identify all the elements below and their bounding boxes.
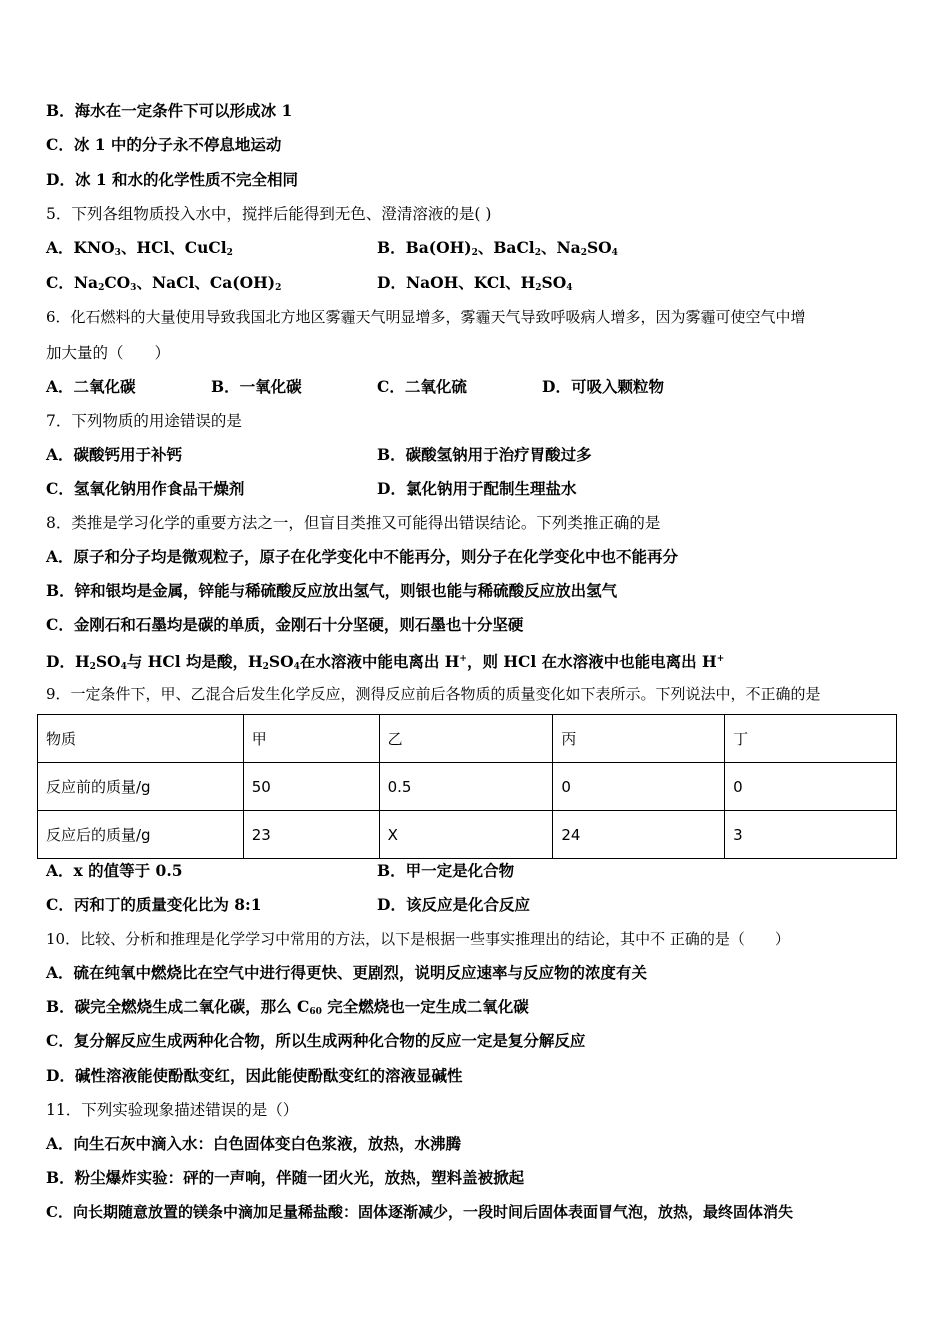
question-9: 9．一定条件下，甲、乙混合后发生化学反应，测得反应前后各物质的质量变化如下表所示。下列说法中，不正确的是 — [46, 685, 821, 703]
q11-option-c: C．向长期随意放置的镁条中滴加足量稀盐酸：固体逐渐减少，一段时间后固体表面冒气泡，放热，最终固体消失 — [46, 1203, 793, 1221]
q5-option-b: B．$Ba(OH)_2$、BaCl$_2$、$Na_2SO_4$ — [377, 238, 618, 258]
q8-option-a: A．原子和分子均是微观粒子，原子在化学变化中不能再分，则分子在化学变化中也不能再分 — [46, 547, 679, 566]
q5-options-row1 — [46, 238, 926, 263]
option-b-line: B．海水在一定条件下可以形成冰 1 — [46, 101, 293, 120]
option-c-line: C．冰 1 中的分子永不停息地运动 — [46, 135, 282, 154]
q7-option-d: D．氯化钠用于配制生理盐水 — [377, 479, 577, 498]
question-11: 11．下列实验现象描述错误的是（） — [46, 1101, 299, 1119]
table-cell: 0 — [725, 763, 897, 811]
question-6-line2: 加大量的（ ） — [46, 344, 171, 362]
q10-option-a: A．硫在纯氧中燃烧比在空气中进行得更快、更剧烈，说明反应速率与反应物的浓度有关 — [46, 963, 648, 982]
table-cell: 23 — [243, 811, 379, 859]
q5-option-d: D．NaOH、KCl、$H_2SO_4$ — [377, 273, 573, 293]
question-7: 7．下列物质的用途错误的是 — [46, 412, 242, 430]
q9-option-c: C．丙和丁的质量变化比为 8:1 — [46, 895, 262, 914]
q5-option-c: C．$Na_2CO_3$、NaCl、$Ca(OH)_2$ — [46, 273, 282, 293]
question-8: 8．类推是学习化学的重要方法之一，但盲目类推又可能得出错误结论。下列类推正确的是 — [46, 514, 661, 532]
table-cell: 甲 — [243, 715, 379, 763]
table-cell: 物质 — [38, 715, 244, 763]
q8-option-d: D．$H_2SO_4$与 HCl 均是酸，$H_2SO_4$在水溶液中能电离出 H+，则 HCl 在水溶液中也能电离出 H+ — [46, 652, 725, 672]
q11-option-b: B．粉尘爆炸实验：砰的一声响，伴随一团火光，放热，塑料盖被掀起 — [46, 1168, 525, 1187]
q6-option-a: A．二氧化碳 — [46, 377, 136, 396]
q10-option-b: B．碳完全燃烧生成二氧化碳，那么 $C_{60}$ 完全燃烧也一定生成二氧化碳 — [46, 997, 529, 1017]
question-5: 5．下列各组物质投入水中，搅拌后能得到无色、澄清溶液的是( ) — [46, 205, 492, 223]
table-cell: 0.5 — [379, 763, 553, 811]
table-cell: 丁 — [725, 715, 897, 763]
q7-option-c: C．氢氧化钠用作食品干燥剂 — [46, 479, 245, 498]
q8-option-c: C．金刚石和石墨均是碳的单质，金刚石十分坚硬，则石墨也十分坚硬 — [46, 615, 524, 634]
table-cell: 3 — [725, 811, 897, 859]
table-cell: 0 — [553, 763, 725, 811]
table-cell: X — [379, 811, 553, 859]
table-cell: 反应前的质量/g — [38, 763, 244, 811]
table-header-row — [38, 715, 897, 763]
q10-option-c: C．复分解反应生成两种化合物，所以生成两种化合物的反应一定是复分解反应 — [46, 1031, 586, 1050]
q11-option-a: A．向生石灰中滴入水：白色固体变白色浆液，放热，水沸腾 — [46, 1134, 462, 1153]
q7-option-b: B．碳酸氢钠用于治疗胃酸过多 — [377, 445, 592, 464]
option-d-line: D．冰 1 和水的化学性质不完全相同 — [46, 170, 299, 189]
table-cell: 50 — [243, 763, 379, 811]
q6-option-c: C．二氧化硫 — [377, 377, 467, 396]
q9-option-b: B．甲一定是化合物 — [377, 861, 515, 880]
q6-option-d: D．可吸入颗粒物 — [542, 377, 664, 396]
q9-option-d: D．该反应是化合反应 — [377, 895, 530, 914]
q5-option-a: A．$KNO_3$、HCl、CuCl$_2$ — [46, 238, 233, 258]
table-cell: 反应后的质量/g — [38, 811, 244, 859]
table-cell: 丙 — [553, 715, 725, 763]
table-cell: 乙 — [379, 715, 553, 763]
q6-option-b: B．一氧化碳 — [211, 377, 302, 396]
q8-option-b: B．锌和银均是金属，锌能与稀硫酸反应放出氢气，则银也能与稀硫酸反应放出氢气 — [46, 581, 618, 600]
question-6-line1: 6．化石燃料的大量使用导致我国北方地区雾霾天气明显增多，雾霾天气导致呼吸病人增多，因为雾霾可使空气中增 — [46, 308, 806, 326]
table-cell: 24 — [553, 811, 725, 859]
question-10: 10．比较、分析和推理是化学学习中常用的方法，以下是根据一些事实推理出的结论，其中不 正确的是（ ） — [46, 930, 790, 948]
table-row — [38, 763, 897, 811]
q9-option-a: A．x 的值等于 0.5 — [46, 861, 183, 880]
q7-option-a: A．碳酸钙用于补钙 — [46, 445, 183, 464]
mass-change-table — [37, 714, 897, 859]
q5-options-row2 — [46, 273, 926, 298]
table-row — [38, 811, 897, 859]
q10-option-d: D．碱性溶液能使酚酞变红，因此能使酚酞变红的溶液显碱性 — [46, 1066, 463, 1085]
